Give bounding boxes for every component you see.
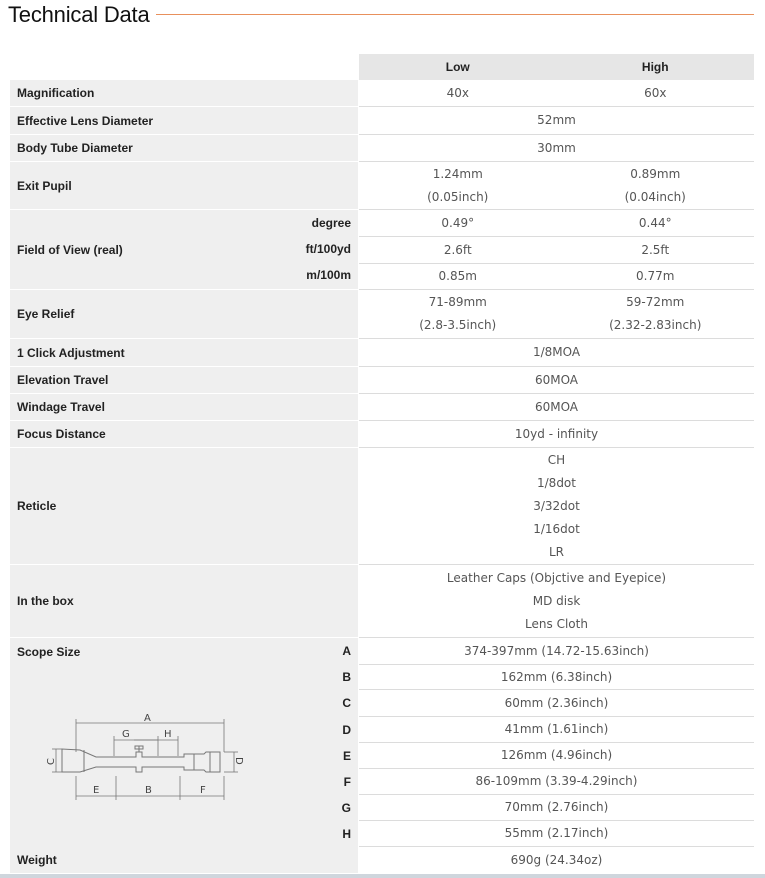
row-value-exit-pupil	[359, 162, 754, 210]
diagram-label-f: F	[200, 785, 206, 796]
value-high-mm: 0.89mm	[630, 166, 681, 181]
value-single: 374-397mm (14.72-15.63inch)	[464, 643, 649, 658]
size-letter-h: H	[342, 827, 351, 841]
value-single: 41mm (1.61inch)	[504, 722, 609, 736]
row-label-weight: Weight	[10, 847, 358, 874]
box-item: Leather Caps (Objctive and Eyepice)	[446, 570, 667, 585]
row-label-exit-pupil: Exit Pupil	[10, 162, 358, 210]
sub-label-ft: ft/100yd	[305, 242, 351, 256]
value-low: 40x	[446, 85, 469, 100]
value-single: 690g (24.34oz)	[510, 853, 603, 867]
reticle-list	[359, 448, 754, 564]
size-letter-e: E	[342, 749, 351, 763]
box-item: MD disk	[532, 593, 581, 608]
value-low-inch: (2.8-3.5inch)	[419, 318, 497, 332]
column-header-low: Low	[445, 60, 470, 74]
value-high-inch: (2.32-2.83inch)	[609, 318, 702, 332]
row-value-eye-relief	[359, 290, 754, 339]
value-high	[557, 162, 755, 209]
diagram-label-b: B	[145, 785, 152, 796]
diagram-label-a: A	[144, 713, 151, 724]
value-high: 60x	[644, 85, 667, 100]
size-letter-f: F	[343, 775, 351, 789]
value-low-mm: 71-89mm	[428, 295, 487, 309]
size-letter-g: G	[341, 801, 351, 815]
row-value-size-e	[359, 743, 754, 769]
row-label-reticle: Reticle	[10, 448, 358, 565]
row-value-fov-degree	[359, 210, 754, 237]
size-letter-a: A	[342, 644, 351, 658]
value-single: 162mm (6.38inch)	[500, 669, 613, 684]
value-single: 60MOA	[534, 372, 579, 387]
value-low-inch: (0.05inch)	[427, 189, 489, 204]
row-value-size-h	[359, 821, 754, 847]
diagram-label-c: C	[46, 758, 57, 765]
scope-size-label: Scope Size	[17, 645, 81, 659]
row-value-size-a	[359, 638, 754, 665]
value-single: 1/8MOA	[532, 345, 581, 359]
row-value-magnification	[359, 80, 754, 107]
value-single: 60mm (2.36inch)	[504, 695, 609, 710]
size-letter-b: B	[342, 670, 351, 684]
value-single: 30mm	[537, 140, 576, 155]
page-title: Technical Data	[8, 2, 150, 27]
diagram-label-e: E	[93, 785, 100, 796]
value-low	[359, 290, 557, 338]
row-value-lens-diameter	[359, 107, 754, 135]
value-high: 0.44°	[638, 215, 672, 230]
value-high: 0.77m	[636, 269, 675, 283]
scope-outline	[62, 746, 220, 772]
row-label-field-of-view	[10, 210, 358, 290]
size-letter-d: D	[342, 723, 351, 737]
value-low: 0.49°	[441, 215, 475, 230]
row-label-windage-travel: Windage Travel	[10, 394, 358, 421]
row-value-weight	[359, 847, 754, 874]
sub-label-degree: degree	[311, 216, 351, 230]
row-value-size-b	[359, 665, 754, 690]
row-value-size-f	[359, 769, 754, 795]
reticle-option: 3/32dot	[533, 498, 580, 513]
row-value-reticle	[359, 448, 754, 565]
value-low: 0.85m	[438, 269, 477, 283]
value-single: 52mm	[537, 113, 576, 127]
row-value-click-adjustment	[359, 339, 754, 367]
value-low: 2.6ft	[443, 242, 472, 257]
title-divider	[156, 14, 754, 15]
value-low-mm: 1.24mm	[432, 166, 483, 181]
value-low	[359, 162, 557, 209]
value-single: 60MOA	[534, 399, 579, 414]
row-label-in-the-box: In the box	[10, 565, 358, 638]
column-header-row	[359, 54, 754, 80]
reticle-option: CH	[547, 452, 566, 467]
row-value-fov-ft	[359, 237, 754, 264]
row-value-size-g	[359, 795, 754, 821]
value-high	[557, 290, 755, 338]
value-high-inch: (0.04inch)	[624, 189, 686, 204]
field-of-view-label: Field of View (real)	[17, 242, 123, 257]
diagram-label-d: D	[233, 757, 244, 765]
box-contents-list	[359, 565, 754, 637]
value-single: 70mm (2.76inch)	[504, 800, 609, 814]
diagram-label-h: H	[164, 729, 172, 740]
row-value-fov-m	[359, 264, 754, 290]
size-letter-c: C	[342, 696, 351, 710]
box-item: Lens Cloth	[525, 616, 588, 631]
bottom-border	[0, 874, 765, 878]
row-value-in-the-box	[359, 565, 754, 638]
diagram-label-g: G	[122, 729, 130, 740]
value-single: 86-109mm (3.39-4.29inch)	[475, 774, 638, 788]
reticle-option: 1/8dot	[537, 475, 576, 490]
reticle-option: LR	[548, 544, 565, 559]
row-value-focus-distance	[359, 421, 754, 448]
value-high-mm: 59-72mm	[626, 295, 685, 309]
row-label-click-adjustment: 1 Click Adjustment	[10, 339, 358, 367]
row-label-elevation-travel: Elevation Travel	[10, 367, 358, 394]
scope-dimension-diagram	[44, 710, 254, 802]
column-header-high: High	[641, 60, 669, 74]
value-single: 126mm (4.96inch)	[500, 748, 613, 762]
value-single: 10yd - infinity	[514, 426, 599, 441]
reticle-option: 1/16dot	[533, 521, 580, 536]
row-label-tube-diameter: Body Tube Diameter	[10, 135, 358, 162]
row-value-windage-travel	[359, 394, 754, 421]
sub-label-m: m/100m	[306, 268, 351, 282]
row-label-eye-relief: Eye Relief	[10, 290, 358, 339]
row-value-elevation-travel	[359, 367, 754, 394]
row-label-focus-distance: Focus Distance	[10, 421, 358, 448]
value-single: 55mm (2.17inch)	[504, 826, 609, 840]
row-value-tube-diameter	[359, 135, 754, 162]
row-value-size-d	[359, 717, 754, 743]
value-high: 2.5ft	[641, 242, 670, 257]
row-label-magnification: Magnification	[10, 80, 358, 107]
row-value-size-c	[359, 690, 754, 717]
row-label-lens-diameter: Effective Lens Diameter	[10, 107, 358, 135]
